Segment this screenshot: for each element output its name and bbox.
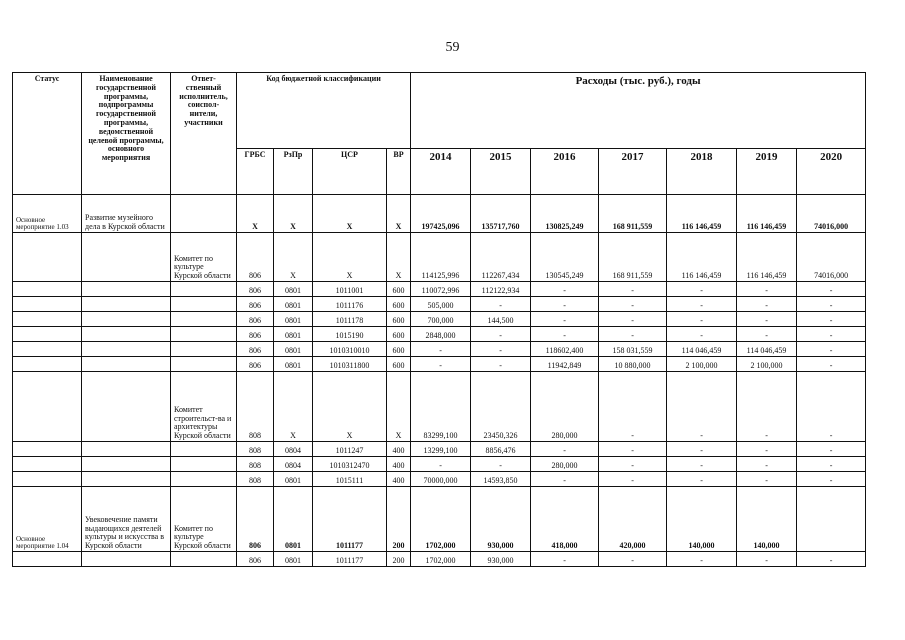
executor-cell: Комитет по культуре Курской области [171, 233, 237, 282]
header-executor: Ответ-ственный исполнитель, соиспол-нители, участники [171, 73, 237, 195]
expense-cell-2020: - [797, 552, 866, 567]
name-cell [82, 312, 171, 327]
grbs-cell: 806 [237, 552, 274, 567]
expense-cell-2015: - [471, 457, 531, 472]
executor-cell [171, 327, 237, 342]
table-row [13, 195, 866, 233]
vr-cell: 600 [387, 327, 411, 342]
expense-cell-2016: 280,000 [531, 457, 599, 472]
status-cell [13, 312, 82, 327]
vr-cell: Х [387, 233, 411, 282]
expense-cell-2016: 130825,249 [531, 195, 599, 233]
budget-table [12, 72, 866, 567]
executor-cell [171, 457, 237, 472]
table-row [13, 297, 866, 312]
expense-cell-2017: - [599, 297, 667, 312]
name-cell [82, 282, 171, 297]
rzpr-cell: 0801 [274, 282, 313, 297]
grbs-cell: 808 [237, 372, 274, 442]
expense-cell-2015: 112267,434 [471, 233, 531, 282]
vr-cell: 400 [387, 442, 411, 457]
status-cell [13, 457, 82, 472]
status-cell: Основное мероприятие 1.03 [13, 195, 82, 233]
header-vr: ВР [387, 149, 411, 195]
expense-cell-2020: - [797, 312, 866, 327]
csr-cell: Х [313, 233, 387, 282]
header-expenses: Расходы (тыс. руб.), годы [411, 73, 866, 149]
status-cell [13, 297, 82, 312]
executor-cell [171, 297, 237, 312]
csr-cell: 1011177 [313, 552, 387, 567]
expense-cell-2016: 280,000 [531, 372, 599, 442]
grbs-cell: 806 [237, 312, 274, 327]
expense-cell-2020: - [797, 282, 866, 297]
expense-cell-2016: 118602,400 [531, 342, 599, 357]
expense-cell-2017: 420,000 [599, 487, 667, 552]
table-row [13, 552, 866, 567]
vr-cell: 600 [387, 342, 411, 357]
table-row [13, 233, 866, 282]
expense-cell-2019: - [737, 297, 797, 312]
grbs-cell: 808 [237, 472, 274, 487]
expense-cell-2017: - [599, 372, 667, 442]
grbs-cell: 806 [237, 233, 274, 282]
expense-cell-2014: - [411, 457, 471, 472]
executor-cell [171, 552, 237, 567]
expense-cell-2016: - [531, 442, 599, 457]
name-cell: Увековечение памяти выдающихся деятелей культуры и искусства в Курской области [82, 487, 171, 552]
expense-cell-2020: - [797, 442, 866, 457]
executor-cell [171, 342, 237, 357]
name-cell [82, 297, 171, 312]
vr-cell: Х [387, 372, 411, 442]
executor-cell [171, 282, 237, 297]
executor-cell [171, 472, 237, 487]
expense-cell-2017: - [599, 457, 667, 472]
name-cell [82, 552, 171, 567]
rzpr-cell: Х [274, 233, 313, 282]
grbs-cell: 806 [237, 297, 274, 312]
name-cell: Развитие музейного дела в Курской области [82, 195, 171, 233]
expense-cell-2019: - [737, 372, 797, 442]
expense-cell-2014: 13299,100 [411, 442, 471, 457]
expense-cell-2014: 2848,000 [411, 327, 471, 342]
executor-cell [171, 357, 237, 372]
expense-cell-2014: 70000,000 [411, 472, 471, 487]
executor-cell [171, 442, 237, 457]
rzpr-cell: 0801 [274, 357, 313, 372]
expense-cell-2014: 197425,096 [411, 195, 471, 233]
csr-cell: 1011178 [313, 312, 387, 327]
expense-cell-2014: 114125,996 [411, 233, 471, 282]
header-year-2018: 2018 [667, 149, 737, 195]
name-cell [82, 372, 171, 442]
rzpr-cell: 0801 [274, 487, 313, 552]
vr-cell: 600 [387, 297, 411, 312]
header-year-2017: 2017 [599, 149, 667, 195]
vr-cell: 600 [387, 357, 411, 372]
grbs-cell: Х [237, 195, 274, 233]
expense-cell-2020: - [797, 297, 866, 312]
status-cell [13, 282, 82, 297]
csr-cell: Х [313, 195, 387, 233]
expense-cell-2015: 8856,476 [471, 442, 531, 457]
expense-cell-2020: 74016,000 [797, 233, 866, 282]
expense-cell-2018: 116 146,459 [667, 233, 737, 282]
status-cell [13, 552, 82, 567]
status-cell [13, 327, 82, 342]
vr-cell: 600 [387, 312, 411, 327]
rzpr-cell: 0804 [274, 457, 313, 472]
expense-cell-2019: - [737, 552, 797, 567]
csr-cell: 1015190 [313, 327, 387, 342]
vr-cell: 400 [387, 472, 411, 487]
grbs-cell: 808 [237, 442, 274, 457]
expense-cell-2019: - [737, 282, 797, 297]
expense-cell-2017: 168 911,559 [599, 195, 667, 233]
table-row [13, 312, 866, 327]
header-year-2016: 2016 [531, 149, 599, 195]
rzpr-cell: Х [274, 195, 313, 233]
table-row [13, 282, 866, 297]
header-year-2015: 2015 [471, 149, 531, 195]
status-cell: Основное мероприятие 1.04 [13, 487, 82, 552]
expense-cell-2014: 1702,000 [411, 552, 471, 567]
expense-cell-2014: - [411, 357, 471, 372]
expense-cell-2018: 114 046,459 [667, 342, 737, 357]
expense-cell-2019: - [737, 327, 797, 342]
expense-cell-2019: 116 146,459 [737, 233, 797, 282]
table-row [13, 457, 866, 472]
expense-cell-2016: 418,000 [531, 487, 599, 552]
name-cell [82, 357, 171, 372]
vr-cell: 200 [387, 487, 411, 552]
rzpr-cell: 0801 [274, 472, 313, 487]
csr-cell: Х [313, 372, 387, 442]
vr-cell: 200 [387, 552, 411, 567]
expense-cell-2014: 1702,000 [411, 487, 471, 552]
name-cell [82, 327, 171, 342]
expense-cell-2019: 116 146,459 [737, 195, 797, 233]
vr-cell: 400 [387, 457, 411, 472]
expense-cell-2019: - [737, 312, 797, 327]
expense-cell-2016: - [531, 552, 599, 567]
expense-cell-2016: - [531, 312, 599, 327]
table-row [13, 357, 866, 372]
expense-cell-2018: - [667, 552, 737, 567]
expense-cell-2020: - [797, 472, 866, 487]
expense-cell-2019: 114 046,459 [737, 342, 797, 357]
name-cell [82, 472, 171, 487]
expense-cell-2015: 14593,850 [471, 472, 531, 487]
csr-cell: 1010312470 [313, 457, 387, 472]
status-cell [13, 342, 82, 357]
grbs-cell: 808 [237, 457, 274, 472]
expense-cell-2016: - [531, 327, 599, 342]
status-cell [13, 372, 82, 442]
header-csr: ЦСР [313, 149, 387, 195]
expense-cell-2018: - [667, 442, 737, 457]
grbs-cell: 806 [237, 487, 274, 552]
table-row [13, 372, 866, 442]
expense-cell-2020: - [797, 327, 866, 342]
expense-cell-2019: 2 100,000 [737, 357, 797, 372]
rzpr-cell: 0801 [274, 312, 313, 327]
expense-cell-2018: - [667, 472, 737, 487]
header-year-2020: 2020 [797, 149, 866, 195]
executor-cell: Комитет по культуре Курской области [171, 487, 237, 552]
executor-cell [171, 312, 237, 327]
expense-cell-2018: 2 100,000 [667, 357, 737, 372]
header-status: Статус [13, 73, 82, 195]
grbs-cell: 806 [237, 282, 274, 297]
csr-cell: 1011177 [313, 487, 387, 552]
name-cell [82, 342, 171, 357]
expense-cell-2015: 135717,760 [471, 195, 531, 233]
expense-cell-2018: - [667, 312, 737, 327]
vr-cell: Х [387, 195, 411, 233]
expense-cell-2015: 930,000 [471, 552, 531, 567]
expense-cell-2020 [797, 487, 866, 552]
csr-cell: 1015111 [313, 472, 387, 487]
table-row [13, 342, 866, 357]
expense-cell-2017: 168 911,559 [599, 233, 667, 282]
expense-cell-2020: - [797, 357, 866, 372]
name-cell [82, 442, 171, 457]
name-cell [82, 233, 171, 282]
expense-cell-2016: - [531, 297, 599, 312]
expense-cell-2015: - [471, 342, 531, 357]
grbs-cell: 806 [237, 357, 274, 372]
csr-cell: 1010311800 [313, 357, 387, 372]
status-cell [13, 233, 82, 282]
expense-cell-2018: - [667, 297, 737, 312]
expense-cell-2016: 11942,849 [531, 357, 599, 372]
table-row [13, 487, 866, 552]
expense-cell-2019: - [737, 472, 797, 487]
header-budget-codes: Код бюджетной классификации [237, 73, 411, 149]
expense-cell-2017: - [599, 312, 667, 327]
expense-cell-2014: 505,000 [411, 297, 471, 312]
table-row [13, 472, 866, 487]
rzpr-cell: 0804 [274, 442, 313, 457]
expense-cell-2017: - [599, 282, 667, 297]
expense-cell-2015: - [471, 327, 531, 342]
expense-cell-2016: - [531, 282, 599, 297]
expense-cell-2014: 110072,996 [411, 282, 471, 297]
expense-cell-2018: - [667, 327, 737, 342]
header-year-2014: 2014 [411, 149, 471, 195]
expense-cell-2017: 158 031,559 [599, 342, 667, 357]
expense-cell-2020: - [797, 342, 866, 357]
header-rzpr: РзПр [274, 149, 313, 195]
expense-cell-2020: - [797, 457, 866, 472]
expense-cell-2018: - [667, 282, 737, 297]
expense-cell-2015: 930,000 [471, 487, 531, 552]
executor-cell: Комитет строительст-ва и архитектуры Курской области [171, 372, 237, 442]
executor-cell [171, 195, 237, 233]
grbs-cell: 806 [237, 327, 274, 342]
expense-cell-2017: 10 880,000 [599, 357, 667, 372]
expense-cell-2017: - [599, 472, 667, 487]
rzpr-cell: 0801 [274, 297, 313, 312]
rzpr-cell: Х [274, 372, 313, 442]
header-year-2019: 2019 [737, 149, 797, 195]
expense-cell-2019: - [737, 442, 797, 457]
expense-cell-2015: - [471, 297, 531, 312]
csr-cell: 1010310010 [313, 342, 387, 357]
expense-cell-2014: - [411, 342, 471, 357]
table-row [13, 327, 866, 342]
csr-cell: 1011001 [313, 282, 387, 297]
expense-cell-2019: 140,000 [737, 487, 797, 552]
expense-cell-2015: 23450,326 [471, 372, 531, 442]
rzpr-cell: 0801 [274, 327, 313, 342]
rzpr-cell: 0801 [274, 342, 313, 357]
vr-cell: 600 [387, 282, 411, 297]
expense-cell-2019: - [737, 457, 797, 472]
expense-cell-2017: - [599, 327, 667, 342]
rzpr-cell: 0801 [274, 552, 313, 567]
expense-cell-2015: 112122,934 [471, 282, 531, 297]
expense-cell-2015: - [471, 357, 531, 372]
expense-cell-2016: - [531, 472, 599, 487]
status-cell [13, 357, 82, 372]
status-cell [13, 442, 82, 457]
expense-cell-2014: 83299,100 [411, 372, 471, 442]
table-row [13, 442, 866, 457]
expense-cell-2017: - [599, 442, 667, 457]
expense-cell-2020: 74016,000 [797, 195, 866, 233]
page-number: 59 [445, 40, 460, 55]
status-cell [13, 472, 82, 487]
expense-cell-2014: 700,000 [411, 312, 471, 327]
csr-cell: 1011176 [313, 297, 387, 312]
expense-cell-2018: 116 146,459 [667, 195, 737, 233]
expense-cell-2015: 144,500 [471, 312, 531, 327]
header-grbs: ГРБС [237, 149, 274, 195]
csr-cell: 1011247 [313, 442, 387, 457]
expense-cell-2018: - [667, 457, 737, 472]
name-cell [82, 457, 171, 472]
expense-cell-2016: 130545,249 [531, 233, 599, 282]
expense-cell-2018: 140,000 [667, 487, 737, 552]
header-name: Наименование государственной программы, подпрограммы государственной программы, ведомственной целевой программы, основного мероприятия [82, 73, 171, 195]
expense-cell-2018: - [667, 372, 737, 442]
grbs-cell: 806 [237, 342, 274, 357]
expense-cell-2020: - [797, 372, 866, 442]
expense-cell-2017: - [599, 552, 667, 567]
